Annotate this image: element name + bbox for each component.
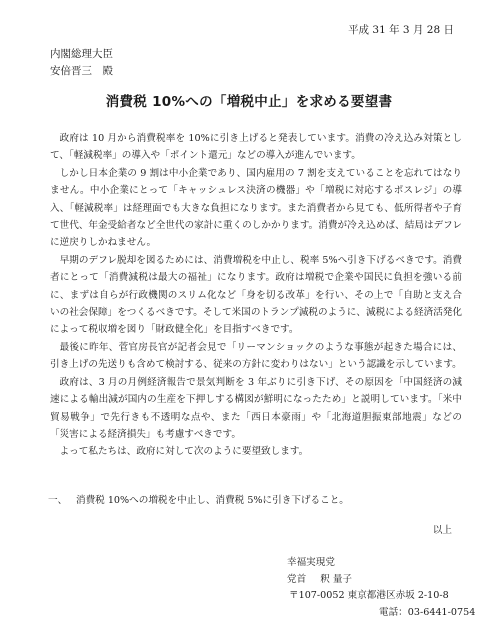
body-paragraph: 最後に昨年、菅官房長官が記者会見で「リーマンショックのような事態が起きた場合には、引き上げの先送りも含めて検討する、従来の方針に変わりはない」という認識を示しています。 [50, 341, 462, 371]
sender-leader-line [285, 572, 475, 589]
request-number: 一、 [48, 495, 68, 506]
body-paragraph: よって私たちは、政府に対して次のように要望致します。 [59, 446, 309, 458]
addressee-name: 安倍晋三 殿 [50, 65, 113, 77]
sender-block [285, 555, 475, 621]
sender-phone: 電話：03-6441-0754 [379, 606, 476, 618]
addressee-office: 内閣総理大臣 [50, 48, 113, 60]
request-item [48, 492, 349, 506]
sender-leader: 釈 量子 [320, 573, 353, 585]
body-paragraph: 政府は、3 月の月例経済報告で景気判断を 3 年ぶりに引き下げ、その原因を「中国経済の減速による輸出減が国内の生産を下押しする構図が鮮明になったため」と説明しています。「米中貿易戦争」で先行きも不透明な点や、また「西日本豪雨」や「北海道胆振東部地震」などの「災害による経済損失」も考慮すべきです。 [50, 376, 462, 440]
body-paragraph: 政府は 10 月から消費税率を 10%に引き上げると発表しています。消費の冷え込み対策として、「軽減税率」の導入や「ポイント還元」などの導入が進んでいます。 [50, 133, 462, 162]
closing-mark: 以上 [432, 525, 452, 536]
request-text: 消費税 10%への増税を中止し、消費税 5%に引き下げること。 [76, 495, 349, 506]
document-body [50, 130, 462, 461]
document-date: 平成 31 年 3 月 28 日 [348, 24, 454, 36]
sender-role: 党首 [287, 573, 307, 585]
document-title: 消費税 10%への「増税中止」を求める要望書 [105, 94, 393, 110]
body-paragraph: しかし日本企業の 9 割は中小企業であり、国内雇用の 7 割を支えていることを忘れてはなりません。中小企業にとって「キャッシュレス決済の機器」や「増税に対応するポスレジ」の導入、「軽減税率」は経理面でも大きな負担になります。また消費者から見ても、低所得者や子育て世代、年金受給者など全世代の家計に重くのしかかります。消費が冷え込めば、結局はデフレに逆戻りしかねません。 [50, 167, 462, 249]
sender-party: 幸福実現党 [287, 557, 335, 568]
addressee-block [50, 46, 113, 80]
body-paragraph: 早期のデフレ脱却を図るためには、消費増税を中止し、税率 5%へ引き下げるべきです。消費者にとって「消費減税は最大の福祉」になります。政府は増税で企業や国民に負担を強いる前に、まずは自らが行政機関のスリム化など「身を切る改革」を行い、その上で「自助と支え合いの社会保障」をつくるべきです。そして米国のトランプ減税のように、減税による経済活発化によって税収増を図り「財政健全化」を目指すべきです。 [50, 254, 462, 336]
sender-address: 〒107-0052 東京都港区赤坂 2-10-8 [289, 590, 449, 601]
